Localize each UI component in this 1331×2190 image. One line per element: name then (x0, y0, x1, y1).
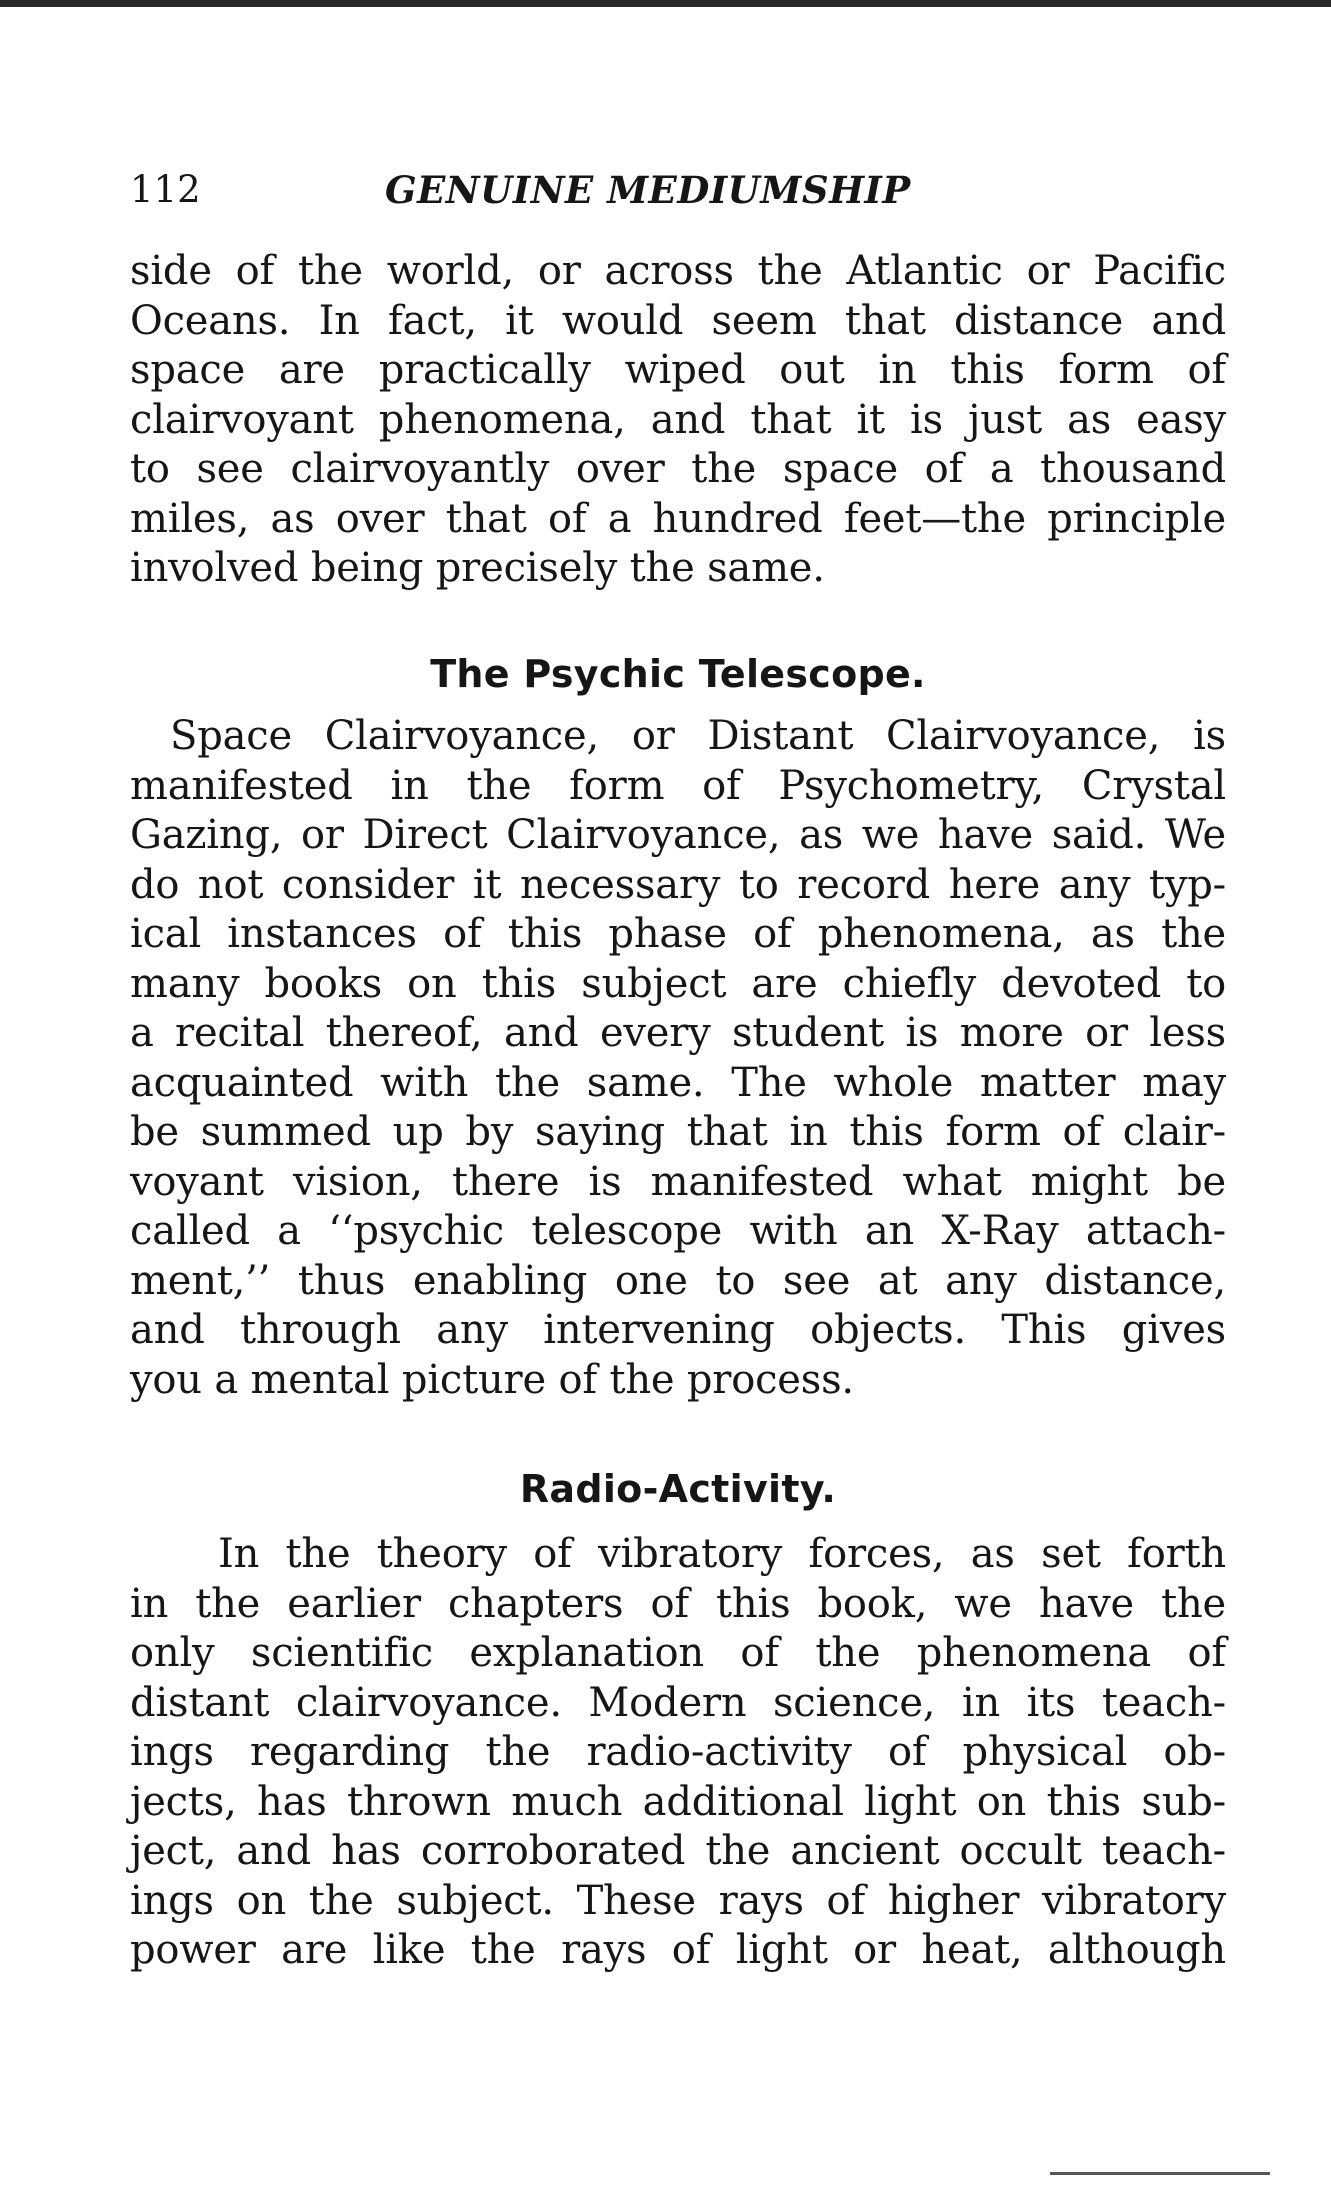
text-line: ings regarding the radio-activity of physical ob- (130, 1729, 1226, 1775)
text-line: do not consider it necessary to record here any typ- (130, 861, 1226, 908)
text-line: ings on the subject. These rays of higher vibratory (130, 1877, 1226, 1924)
text-line: called a ‘‘psychic telescope with an X-Ray attach- (130, 1208, 1226, 1254)
text-line: power are like the rays of light or heat, although (130, 1927, 1226, 1973)
text-line: and through any intervening objects. This gives (130, 1307, 1226, 1353)
text-line: clairvoyant phenomena, and that it is just as easy (130, 396, 1226, 443)
text-line: a recital thereof, and every student is more or less (130, 1010, 1226, 1056)
text-line: Oceans. In fact, it would seem that distance and (130, 297, 1226, 344)
paragraph-1 (130, 247, 1226, 594)
text-line: distant clairvoyance. Modern science, in its teach- (130, 1679, 1226, 1726)
section-heading-psychic-telescope: The Psychic Telescope. (430, 652, 926, 696)
text-line: be summed up by saying that in this form of clair- (130, 1109, 1226, 1155)
running-title: GENUINE MEDIUMSHIP (385, 168, 911, 212)
text-line: manifested in the form of Psychometry, Crystal (130, 762, 1226, 809)
text-line: voyant vision, there is manifested what might be (130, 1158, 1226, 1205)
text-line: In the theory of vibratory forces, as set forth (218, 1531, 1226, 1577)
top-border-rule (0, 0, 1331, 7)
text-line: ical instances of this phase of phenomena, as the (130, 911, 1226, 957)
text-line: miles, as over that of a hundred feet—the principle (130, 495, 1226, 542)
text-line: in the earlier chapters of this book, we have the (130, 1580, 1226, 1627)
section-heading-radio-activity: Radio-Activity. (519, 1467, 837, 1511)
text-line: to see clairvoyantly over the space of a thousand (130, 446, 1226, 492)
text-line: ment,’’ thus enabling one to see at any distance, (130, 1257, 1226, 1304)
text-line: acquainted with the same. The whole matter may (130, 1059, 1226, 1106)
page-header (130, 168, 1226, 224)
page-number: 112 (130, 168, 201, 211)
text-line: you a mental picture of the process. (130, 1356, 854, 1403)
text-line: side of the world, or across the Atlantic or Pacific (130, 248, 1226, 294)
text-line: ject, and has corroborated the ancient occult teach- (130, 1828, 1226, 1874)
text-line: only scientific explanation of the phenomena of (130, 1630, 1226, 1676)
text-line: involved being precisely the same. (130, 545, 825, 591)
text-line: space are practically wiped out in this form of (130, 347, 1226, 393)
text-line: Gazing, or Direct Clairvoyance, as we have said. We (130, 812, 1226, 858)
text-line: jects, has thrown much additional light on this sub- (130, 1778, 1226, 1825)
text-line: Space Clairvoyance, or Distant Clairvoyance, is (170, 713, 1226, 759)
text-line: many books on this subject are chiefly devoted to (130, 960, 1226, 1007)
paragraph-2 (130, 712, 1226, 1405)
paragraph-3 (130, 1530, 1226, 1976)
bottom-edge-mark (1050, 2172, 1270, 2175)
